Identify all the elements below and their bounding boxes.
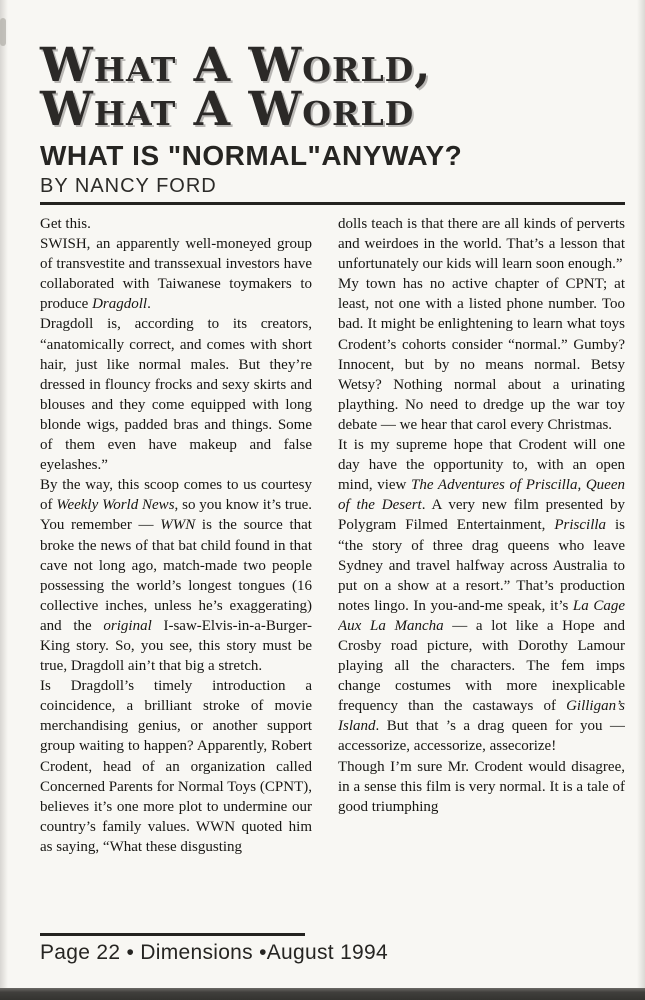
masthead-title-line1: What A World, [40,38,432,93]
body-text: I-saw-Elvis-in-a-Burger-King story. So, you see, this story must be true, Dragdoll ain’t that big a stretch. [40,617,312,675]
page-footer [40,933,625,966]
header-rule [40,202,625,205]
paragraph [338,757,625,817]
body-text: dolls teach is that there are all kinds of perverts and weirdoes in the world. That’s a lesson that unfortunately our kids will learn soon enough.” [338,216,625,273]
scan-bottom-edge [0,988,645,1000]
masthead-title-line2: What A World [40,82,415,137]
body-text: — a lot like a Hope and Crosby road picture, with Dorothy Lamour playing all the characters. The fem imps change costumes with more inexplicable frequency than the castaways of [338,617,625,715]
italic-text: WWN [160,517,196,534]
paragraph [338,274,625,435]
article-column [338,214,625,938]
body-text: It is my supreme hope that Crodent will one day have the opportunity to, with an open mind, view [338,437,625,494]
paragraph [40,314,312,475]
paragraph [40,475,312,676]
italic-text: Gilligan’s Island [338,698,625,735]
paragraph [40,234,312,314]
article-columns [40,214,625,938]
body-text: By the way, this scoop comes to us courtesy of [40,477,312,514]
paragraph [338,214,625,274]
article-title: WHAT IS "NORMAL"ANYWAY? [40,140,463,171]
italic-text: Priscilla [554,517,607,534]
paragraph [40,214,312,234]
footer-text: Page 22 • Dimensions •August 1994 [40,941,388,964]
body-text: . A very new film presented by Polygram Filmed Entertainment, [338,497,625,534]
body-text: Is Dragdoll’s timely introduction a coincidence, a brilliant stroke of movie merchandising genius, or another support group waiting to happen? Apparently, Robert Crodent, head of an organization called Concerned Parents for Normal Toys (CPNT), believes it’s one more plot to undermine our country’s family values. WWN quoted him as saying, “What these disgusting [40,678,312,855]
italic-text: Dragdoll [92,296,148,313]
body-text: Dragdoll is, according to its creators, “anatomically correct, and comes with short hair, just like normal males. But they’re dressed in flouncy frocks and sexy skirts and blouses and they come equipped with long blonde wigs, padded bras and things. Some of them even have makeup and false eyelashes.” [40,316,312,474]
magazine-page [40,38,625,938]
body-text: . [147,296,151,313]
italic-text: La Cage Aux La Mancha [338,597,625,634]
scan-smudge [0,18,6,46]
paragraph [40,676,312,857]
scan-edge-right [637,0,645,1000]
byline: BY NANCY FORD [40,175,217,197]
paragraph [338,435,625,757]
body-text: Get this. [40,216,91,232]
italic-text: Weekly World News [56,497,175,514]
body-text: , so you know it’s true. You remember — [40,497,312,534]
footer-rule [40,933,305,936]
italic-text: The Adventures of Priscilla, Queen of the Desert [338,477,625,514]
italic-text: original [103,617,152,634]
body-text: . But that ’s a drag queen for you — accessorize, accessorize, assecorize! [338,718,625,755]
body-text: is “the story of three drag queens who leave Sydney and travel halfway across Australia to put on a show at a resort.” That’s production notes lingo. In you-and-me speak, it’s [338,517,625,614]
body-text: SWISH, an apparently well-moneyed group of transvestite and transsexual investors have collaborated with Taiwanese toymakers to produce [40,236,312,313]
body-text: is the source that broke the news of that bat child found in that cave not long ago, match-made two people possessing the world’s longest tongues (16 collective inches, unless he’s exaggerating) and the [40,517,312,634]
scan-edge-left [0,0,8,1000]
article-column [40,214,312,938]
body-text: My town has no active chapter of CPNT; at least, not one with a listed phone number. Too bad. It might be enlightening to learn what toys Crodent’s cohorts consider “normal.” Gumby? Innocent, but by no means normal. Betsy Wetsy? Nothing normal about a urinating plaything. No need to dredge up the war toy debate — we hear that carol every Christmas. [338,276,625,433]
body-text: Though I’m sure Mr. Crodent would disagree, in a sense this film is very normal. It is a tale of good triumphing [338,758,625,815]
